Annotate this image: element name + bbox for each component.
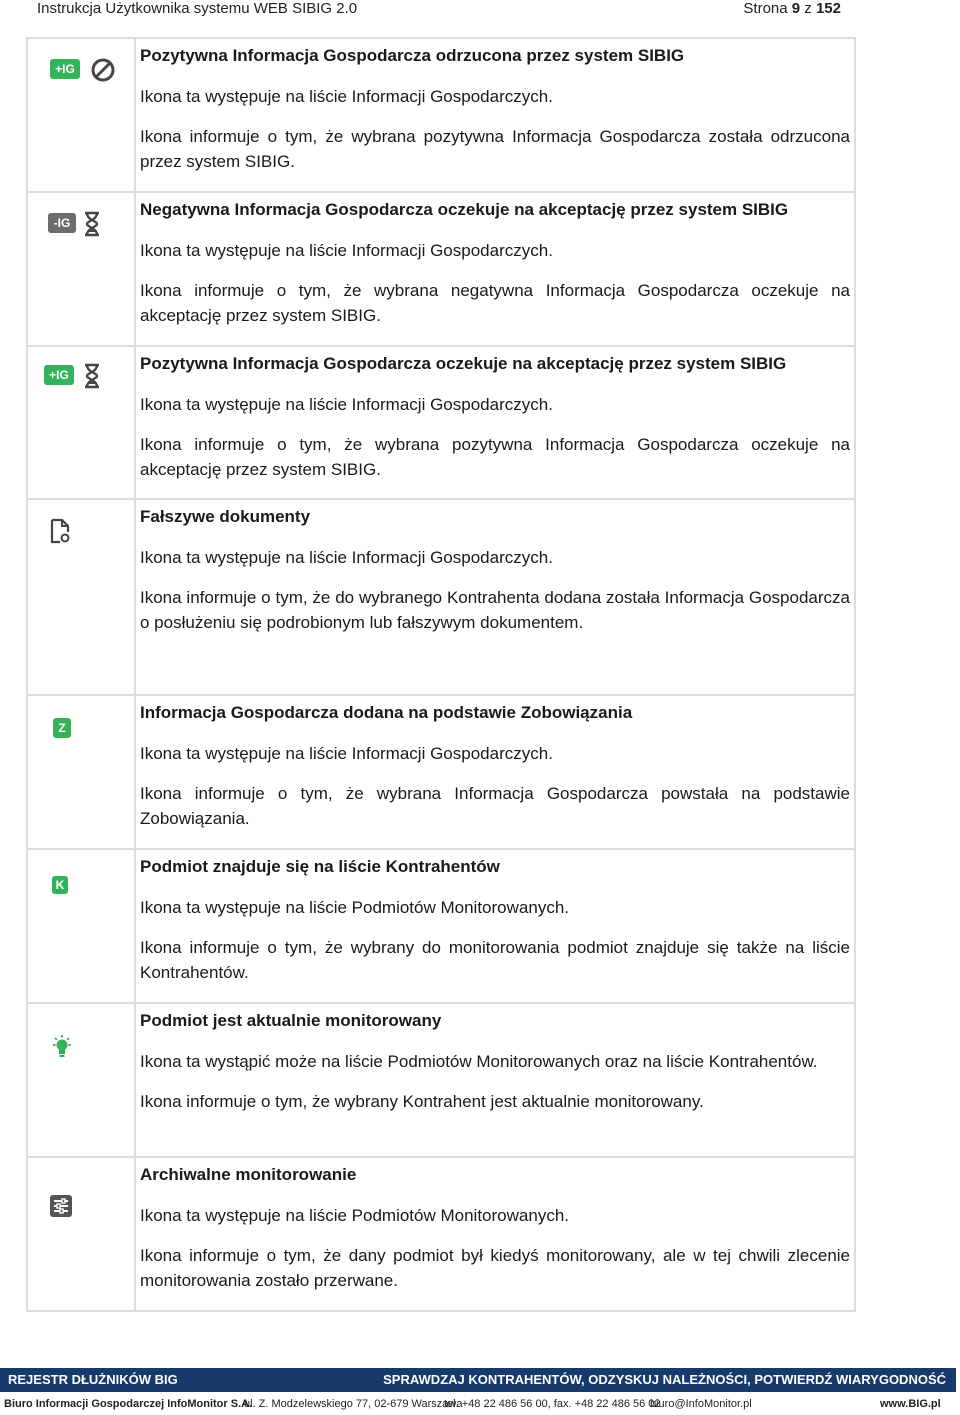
table-row [28, 696, 856, 850]
row-title: Fałszywe dokumenty [140, 507, 311, 526]
row-location: Ikona ta występuje na liście Informacji Gospodarczych. [140, 241, 553, 260]
row-title: Pozytywna Informacja Gospodarcza oczekuje na akceptację przez system SIBIG [140, 354, 787, 373]
positive-ig-badge-icon: +IG [44, 365, 74, 385]
row-description: Ikona informuje o tym, że wybrana negatywna Informacja Gospodarcza oczekuje na akceptację przez system SIBIG. [140, 281, 850, 325]
contractor-badge-icon: K [52, 876, 68, 894]
row-title: Podmiot jest aktualnie monitorowany [140, 1011, 442, 1030]
row-description: Ikona informuje o tym, że wybrany Kontrahent jest aktualnie monitorowany. [140, 1092, 704, 1111]
positive-ig-badge-icon: +IG [50, 59, 80, 79]
icon-cell [28, 696, 136, 848]
icon-cell [28, 1004, 136, 1156]
table-row [28, 850, 856, 1004]
description-cell [136, 1158, 856, 1310]
archive-monitoring-icon [49, 1194, 73, 1218]
row-title: Informacja Gospodarcza dodana na podstawie Zobowiązania [140, 703, 633, 722]
icon-cell [28, 193, 136, 345]
footer-banner-right: SPRAWDZAJ KONTRAHENTÓW, ODZYSKUJ NALEŻNOŚCI, POTWIERDŹ WIARYGODNOŚĆ [383, 1372, 946, 1387]
page-header [0, 0, 960, 20]
page-footer [0, 1367, 960, 1415]
table-row [28, 193, 856, 347]
footer-email[interactable]: biuro@InfoMonitor.pl [650, 1398, 752, 1410]
row-location: Ikona ta występuje na liście Informacji Gospodarczych. [140, 548, 553, 567]
icon-table [26, 37, 856, 1312]
page-number: Strona 9 z 152 [743, 0, 841, 17]
row-description: Ikona informuje o tym, że wybrana pozytywna Informacja Gospodarcza została odrzucona przez system SIBIG. [140, 127, 850, 171]
row-title: Podmiot znajduje się na liście Kontrahentów [140, 857, 500, 876]
row-location: Ikona ta występuje na liście Podmiotów Monitorowanych. [140, 898, 569, 917]
table-row [28, 39, 856, 193]
hourglass-icon [83, 363, 101, 389]
footer-address: ul. Z. Modzelewskiego 77, 02-679 Warszawa [244, 1398, 463, 1410]
icon-cell [28, 347, 136, 498]
description-cell [136, 500, 856, 694]
footer-phone: tel. +48 22 486 56 00, fax. +48 22 486 56 02 [444, 1398, 661, 1410]
icon-cell [28, 39, 136, 191]
description-cell [136, 696, 856, 848]
description-cell [136, 347, 856, 498]
obligation-badge-icon: Z [53, 718, 71, 738]
negative-ig-badge-icon: -IG [48, 213, 76, 233]
row-title: Pozytywna Informacja Gospodarcza odrzucona przez system SIBIG [140, 46, 685, 65]
description-cell [136, 1004, 856, 1156]
row-location: Ikona ta występuje na liście Informacji Gospodarczych. [140, 87, 553, 106]
footer-company: Biuro Informacji Gospodarczej InfoMonitor S.A. [4, 1398, 253, 1410]
row-description: Ikona informuje o tym, że dany podmiot był kiedyś monitorowany, ale w tej chwili zlecenie monitorowania zostało przerwane. [140, 1246, 850, 1290]
row-location: Ikona ta występuje na liście Podmiotów Monitorowanych. [140, 1206, 569, 1225]
icon-cell [28, 500, 136, 694]
row-title: Archiwalne monitorowanie [140, 1165, 357, 1184]
row-description: Ikona informuje o tym, że wybrany do monitorowania podmiot znajduje się także na liście Kontrahentów. [140, 938, 850, 982]
footer-banner [0, 1368, 956, 1392]
table-row [28, 1158, 856, 1312]
footer-website[interactable]: www.BIG.pl [880, 1398, 941, 1410]
icon-cell [28, 850, 136, 1002]
description-cell [136, 850, 856, 1002]
row-description: Ikona informuje o tym, że wybrana pozytywna Informacja Gospodarcza oczekuje na akceptację przez system SIBIG. [140, 435, 850, 479]
table-row [28, 500, 856, 696]
description-cell [136, 39, 856, 191]
blocked-icon [90, 57, 116, 83]
row-title: Negatywna Informacja Gospodarcza oczekuje na akceptację przez system SIBIG [140, 200, 789, 219]
row-description: Ikona informuje o tym, że do wybranego Kontrahenta dodana została Informacja Gospodarcza o posłużeniu się podrobionym lub fałszywym dokumentem. [140, 588, 850, 632]
footer-banner-left: REJESTR DŁUŻNIKÓW BIG [8, 1372, 178, 1387]
fake-document-icon [50, 518, 72, 544]
table-row [28, 1004, 856, 1158]
icon-cell [28, 1158, 136, 1310]
document-title: Instrukcja Użytkownika systemu WEB SIBIG 2.0 [37, 0, 358, 17]
hourglass-icon [83, 211, 101, 237]
table-row [28, 347, 856, 500]
description-cell [136, 193, 856, 345]
row-location: Ikona ta występuje na liście Informacji Gospodarczych. [140, 744, 553, 763]
lightbulb-icon [50, 1034, 74, 1060]
row-description: Ikona informuje o tym, że wybrana Informacja Gospodarcza powstała na podstawie Zobowiązania. [140, 784, 850, 828]
row-location: Ikona ta wystąpić może na liście Podmiotów Monitorowanych oraz na liście Kontrahentów. [140, 1052, 818, 1071]
footer-contact [0, 1395, 960, 1413]
row-location: Ikona ta występuje na liście Informacji Gospodarczych. [140, 395, 553, 414]
